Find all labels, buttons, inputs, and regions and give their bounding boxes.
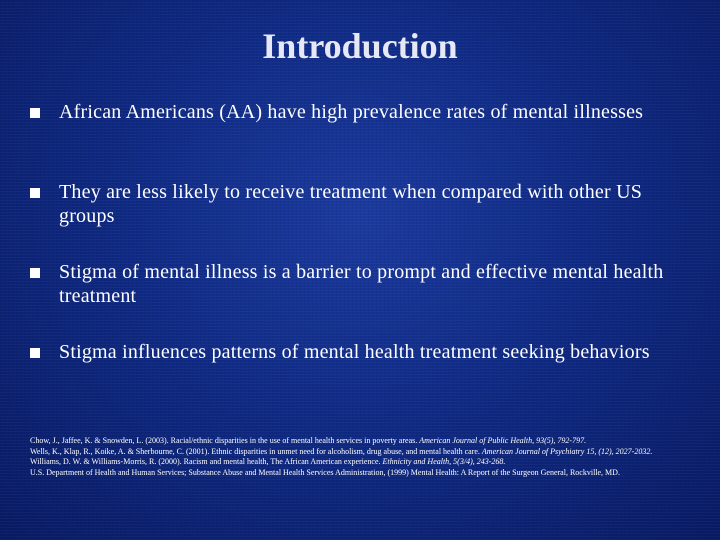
bullet-list bbox=[30, 100, 690, 420]
reference-item bbox=[30, 447, 695, 458]
bullet-item bbox=[30, 100, 690, 148]
bullet-text: Stigma of mental illness is a barrier to prompt and effective mental health treatment bbox=[59, 261, 664, 307]
square-bullet-icon bbox=[30, 188, 40, 198]
reference-source: Ethnicity and Health, 5(3/4), 243-268. bbox=[382, 457, 506, 467]
reference-source: American Journal of Public Health, 93(5), 792-797. bbox=[419, 436, 587, 445]
reference-source: American Journal of Psychiatry 15, (12), 2027-2032. bbox=[481, 446, 653, 456]
bullet-item bbox=[30, 260, 690, 308]
reference-text: U.S. Department of Health and Human Services; Substance Abuse and Mental Health Services Administration, (1999) Mental Health: A Report of the Surgeon General, Rockville, MD. bbox=[30, 467, 620, 477]
bullet-text: They are less likely to receive treatment when compared with other US groups bbox=[59, 181, 643, 227]
bullet-text: African Americans (AA) have high prevalence rates of mental illnesses bbox=[59, 101, 644, 123]
reference-item bbox=[30, 457, 695, 468]
square-bullet-icon bbox=[30, 108, 40, 118]
reference-text: Williams, D. W. & Williams-Morris, R. (2000). Racism and mental health, The African American experience. bbox=[30, 457, 383, 467]
bullet-item bbox=[30, 180, 690, 228]
square-bullet-icon bbox=[30, 348, 40, 358]
reference-item bbox=[30, 436, 695, 447]
reference-text: Wells, K., Klap, R., Koike, A. & Sherbourne, C. (2001). Ethnic disparities in unmet need for alcoholism, drug abuse, and mental health care. bbox=[30, 446, 482, 456]
bullet-item bbox=[30, 340, 690, 388]
references bbox=[30, 436, 695, 478]
reference-text: Chow, J., Jaffee, K. & Snowden, L. (2003). Racial/ethnic disparities in the use of mental health services in poverty areas. bbox=[30, 436, 420, 445]
bullet-text: Stigma influences patterns of mental health treatment seeking behaviors bbox=[59, 341, 650, 363]
square-bullet-icon bbox=[30, 268, 40, 278]
slide-title: Introduction bbox=[262, 26, 458, 66]
reference-item bbox=[30, 468, 695, 479]
